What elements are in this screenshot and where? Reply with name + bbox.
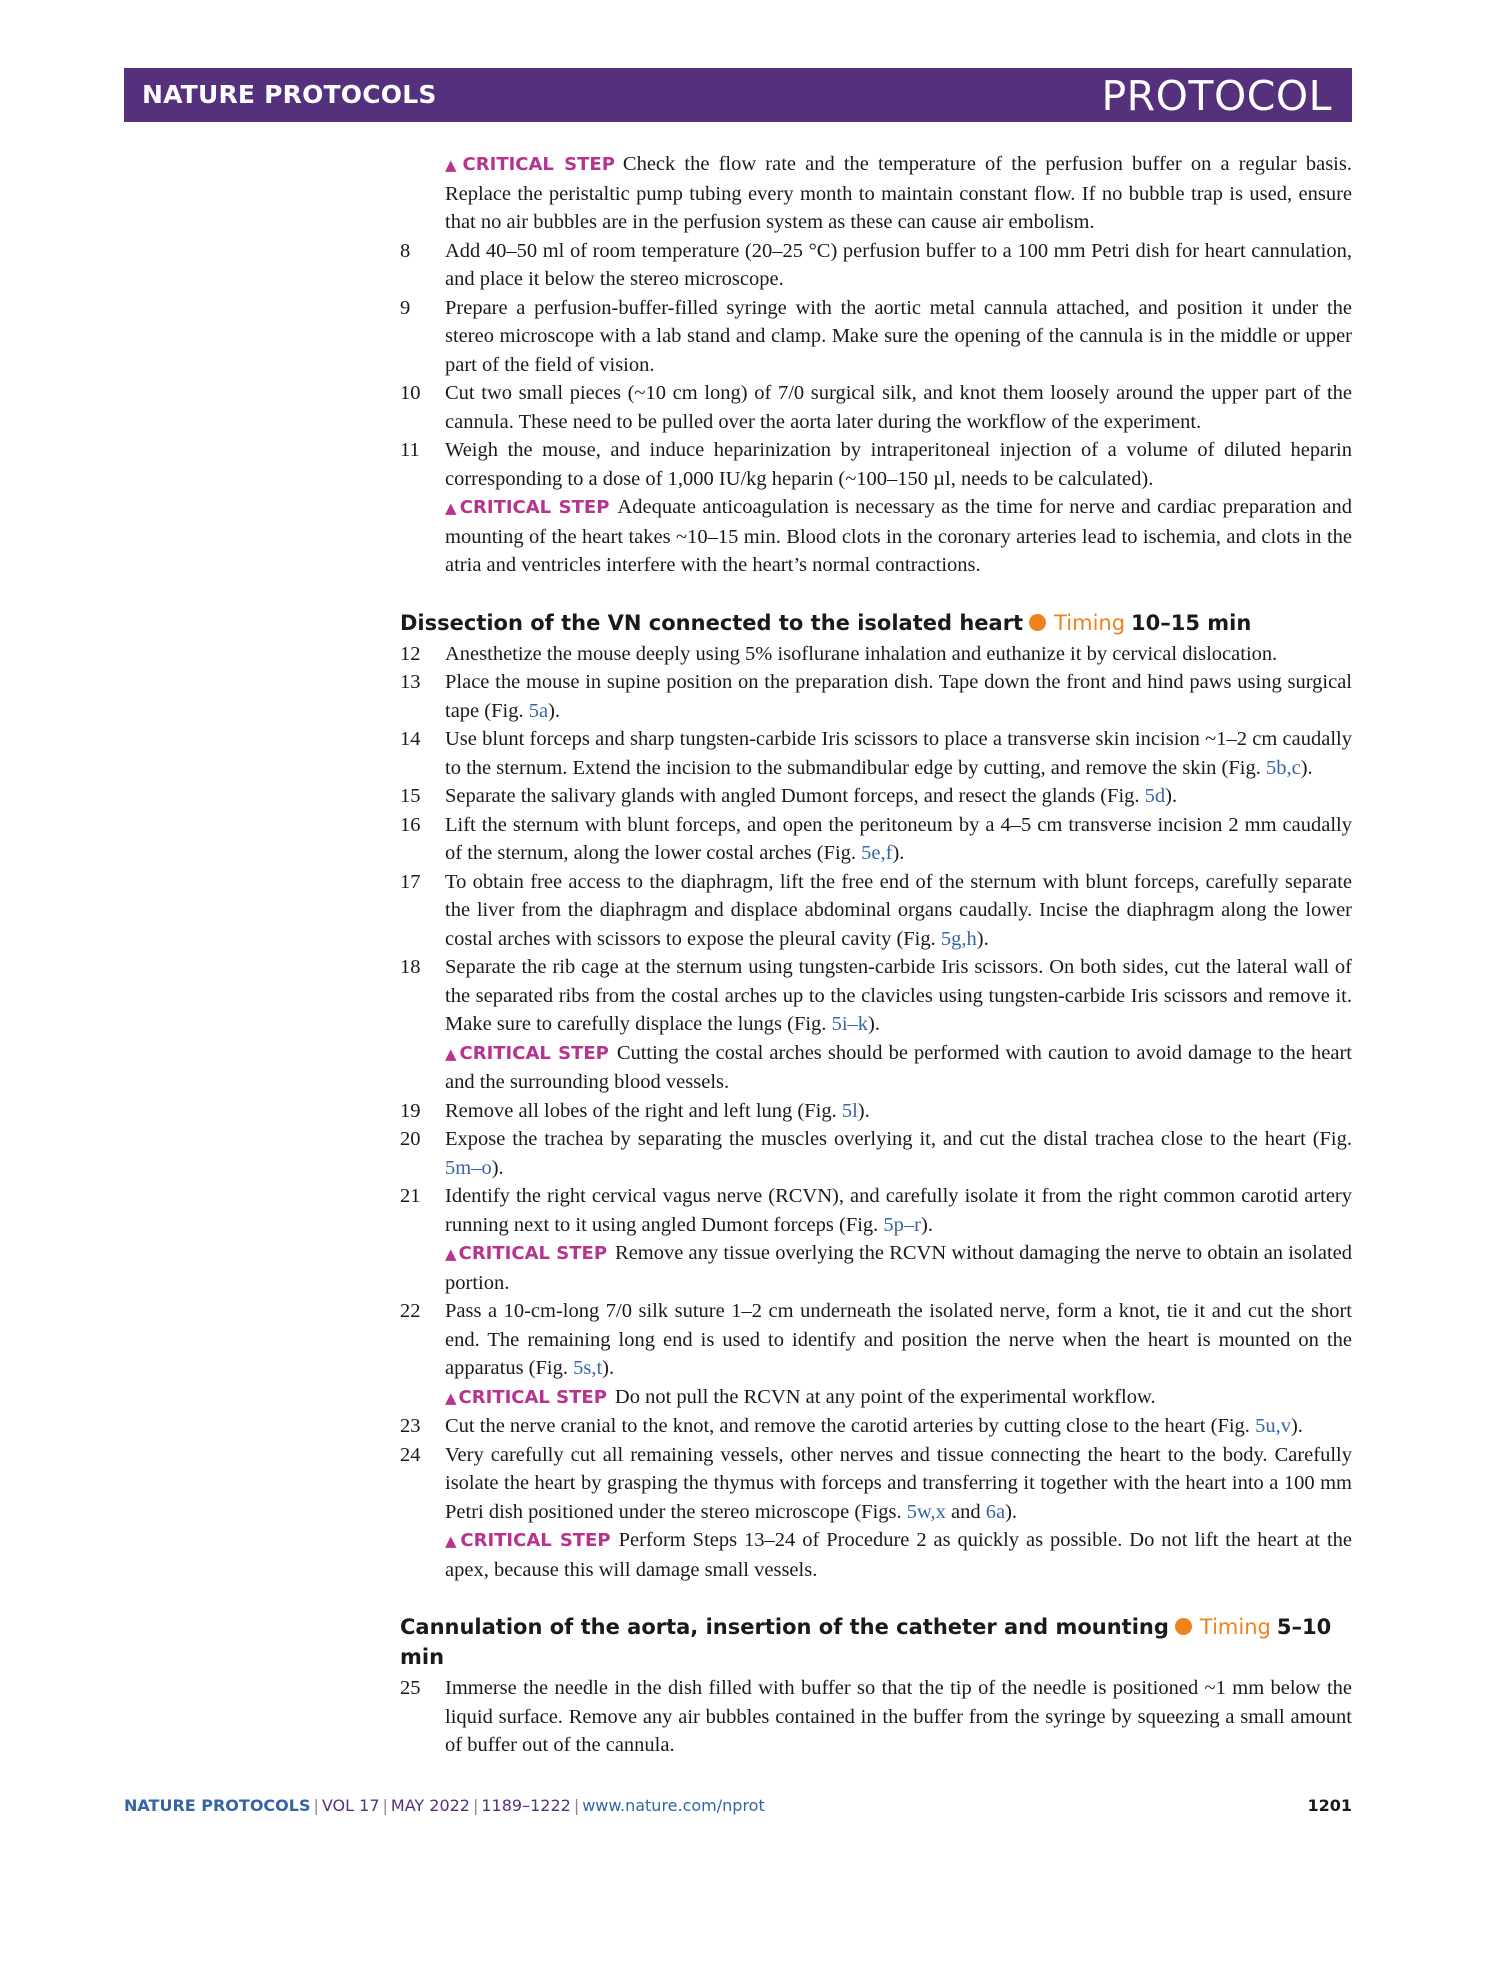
triangle-icon: ▲ (445, 1532, 459, 1550)
step-24: 24 Very carefully cut all remaining vessels, other nerves and tissue connecting the heart to the body. Carefully isolate the heart by grasping the thymus with forceps and transferring it together with the heart into a 100 mm Petri dish positioned under the stereo microscope (Figs. 5w,x and 6a). (400, 1443, 1352, 1523)
critical-step-note: ▲ CRITICAL STEP Adequate anticoagulation is necessary as the time for nerve and cardiac preparation and mounting of the heart takes ~10–15 min. Blood clots in the coronary arteries lead to ischemia, and clots in the atria and ventricles interfere with the heart’s normal contractions. (445, 496, 1352, 576)
footer-url-link[interactable]: www.nature.com/nprot (582, 1796, 765, 1815)
critical-step-note: ▲ CRITICAL STEP Do not pull the RCVN at any point of the experimental workflow. (445, 1385, 1156, 1408)
footer-volume: VOL 17 (321, 1796, 380, 1815)
critical-step-note: ▲ CRITICAL STEP Remove any tissue overlying the RCVN without damaging the nerve to obtain an isolated portion. (445, 1242, 1352, 1294)
step-8: 8 Add 40–50 ml of room temperature (20–25 °C) perfusion buffer to a 100 mm Petri dish for heart cannulation, and place it below the stereo microscope. (400, 239, 1352, 290)
section-heading: Dissection of the VN connected to the isolated heart Timing 10–15 min (400, 610, 1252, 635)
step-19: 19 Remove all lobes of the right and left lung (Fig. 5l). (400, 1099, 870, 1122)
figure-link[interactable]: 5b,c (1265, 756, 1301, 779)
step-10: 10 Cut two small pieces (~10 cm long) of 7/0 surgical silk, and knot them loosely around the upper part of the cannula. These need to be pulled over the aorta later during the workflow of the experiment. (400, 382, 1352, 433)
figure-link[interactable]: 5l (841, 1099, 858, 1122)
critical-step-note: ▲ CRITICAL STEP Cutting the costal arches should be performed with caution to avoid damage to the heart and the surrounding blood vessels. (445, 1041, 1352, 1093)
step-21: 21 Identify the right cervical vagus nerve (RCVN), and carefully isolate it from the right common carotid artery running next to it using angled Dumont forceps (Fig. 5p–r). (400, 1185, 1352, 1236)
step-17: 17 To obtain free access to the diaphragm, lift the free end of the sternum with blunt forceps, carefully separate the liver from the diaphragm and displace abdominal organs caudally. Incise the diaphragm along the lower costal arches with scissors to expose the pleural cavity (Fig. 5g,h). (400, 870, 1352, 950)
step-20: 20 Expose the trachea by separating the muscles overlying it, and cut the distal trachea close to the heart (Fig. 5m–o). (400, 1128, 1352, 1179)
triangle-icon: ▲ (445, 156, 461, 174)
figure-link[interactable]: 5w,x (906, 1500, 946, 1523)
step-11: 11 Weigh the mouse, and induce heparinization by intraperitoneal injection of a volume of diluted heparin corresponding to a dose of 1,000 IU/kg heparin (~100–150 µl, needs to be calculated). (400, 439, 1352, 490)
triangle-icon: ▲ (445, 499, 458, 517)
figure-link[interactable]: 5g,h (940, 927, 977, 950)
figure-link[interactable]: 5s,t (573, 1357, 603, 1379)
figure-link[interactable]: 5i–k (831, 1013, 869, 1035)
main-content (400, 150, 1352, 1760)
figure-link[interactable]: 5p–r (883, 1213, 921, 1236)
footer-journal: NATURE PROTOCOLS (124, 1796, 311, 1815)
timing-dot-icon (1175, 1618, 1192, 1635)
footer-date: MAY 2022 (390, 1796, 470, 1815)
timing-dot-icon (1029, 614, 1046, 631)
triangle-icon: ▲ (445, 1044, 458, 1063)
section-heading: Cannulation of the aorta, insertion of the catheter and mounting Timing 5–10 min (400, 1615, 1332, 1669)
step-12: 12 Anesthetize the mouse deeply using 5% isoflurane inhalation and euthanize it by cervical dislocation. (400, 642, 1278, 665)
page-footer: NATURE PROTOCOLS | VOL 17 | MAY 2022 | 1189–1222 | www.nature.com/nprot 1201 (124, 1796, 1352, 1815)
figure-link[interactable]: 5e,f (861, 842, 893, 864)
article-type: PROTOCOL (1101, 72, 1332, 120)
figure-link[interactable]: 6a (985, 1500, 1006, 1523)
step-15: 15 Separate the salivary glands with angled Dumont forceps, and resect the glands (Fig. 5d). (400, 785, 1178, 807)
step-13: 13 Place the mouse in supine position on the preparation dish. Tape down the front and hind paws using surgical tape (Fig. 5a). (400, 671, 1352, 722)
triangle-icon: ▲ (445, 1245, 457, 1263)
figure-link[interactable]: 5u,v (1255, 1415, 1291, 1437)
critical-step-note: ▲ CRITICAL STEP Perform Steps 13–24 of Procedure 2 as quickly as possible. Do not lift the heart at the apex, because this will damage small vessels. (445, 1529, 1353, 1581)
step-14: 14 Use blunt forceps and sharp tungsten-carbide Iris scissors to place a transverse skin incision ~1–2 cm caudally to the sternum. Extend the incision to the submandibular edge by cutting, and remove the skin (Fig. 5b,c). (400, 728, 1352, 779)
triangle-icon: ▲ (445, 1388, 457, 1407)
journal-name: NATURE PROTOCOLS (142, 80, 437, 109)
figure-link[interactable]: 5d (1144, 785, 1166, 807)
step-9: 9 Prepare a perfusion-buffer-filled syringe with the aortic metal cannula attached, and position it under the stereo microscope with a lab stand and clamp. Make sure the opening of the cannula is in the middle or upper part of the field of vision. (400, 296, 1352, 376)
critical-step-note: ▲ CRITICAL STEP Check the flow rate and the temperature of the perfusion buffer on a regular basis. Replace the peristaltic pump tubing every month to maintain constant flow. If no bubble trap is used, ensure that no air bubbles are in the perfusion system as these can cause air embolism. (445, 153, 1352, 233)
footer-pages: 1189–1222 (481, 1796, 571, 1815)
page-number: 1201 (1307, 1796, 1352, 1815)
figure-link[interactable]: 5a (528, 699, 549, 722)
figure-link[interactable]: 5m–o (445, 1156, 492, 1179)
step-25: 25 Immerse the needle in the dish filled with buffer so that the tip of the needle is positioned ~1 mm below the liquid surface. Remove any air bubbles contained in the buffer from the syringe by squeezing a small amount of buffer out of the cannula. (400, 1677, 1352, 1756)
step-22: 22 Pass a 10-cm-long 7/0 silk suture 1–2 cm underneath the isolated nerve, form a knot, tie it and cut the short end. The remaining long end is used to identify and position the nerve when the heart is mounted on the apparatus (Fig. 5s,t). (400, 1300, 1352, 1379)
step-18: 18 Separate the rib cage at the sternum using tungsten-carbide Iris scissors. On both sides, cut the lateral wall of the separated ribs from the costal arches up to the clavicles using tungsten-carbide Iris scissors and remove it. Make sure to carefully displace the lungs (Fig. 5i–k). (400, 956, 1352, 1035)
step-23: 23 Cut the nerve cranial to the knot, and remove the carotid arteries by cutting close to the heart (Fig. 5u,v). (400, 1415, 1303, 1437)
step-16: 16 Lift the sternum with blunt forceps, and open the peritoneum by a 4–5 cm transverse incision 2 mm caudally of the sternum, along the lower costal arches (Fig. 5e,f). (400, 813, 1352, 864)
header-banner (124, 68, 1352, 122)
